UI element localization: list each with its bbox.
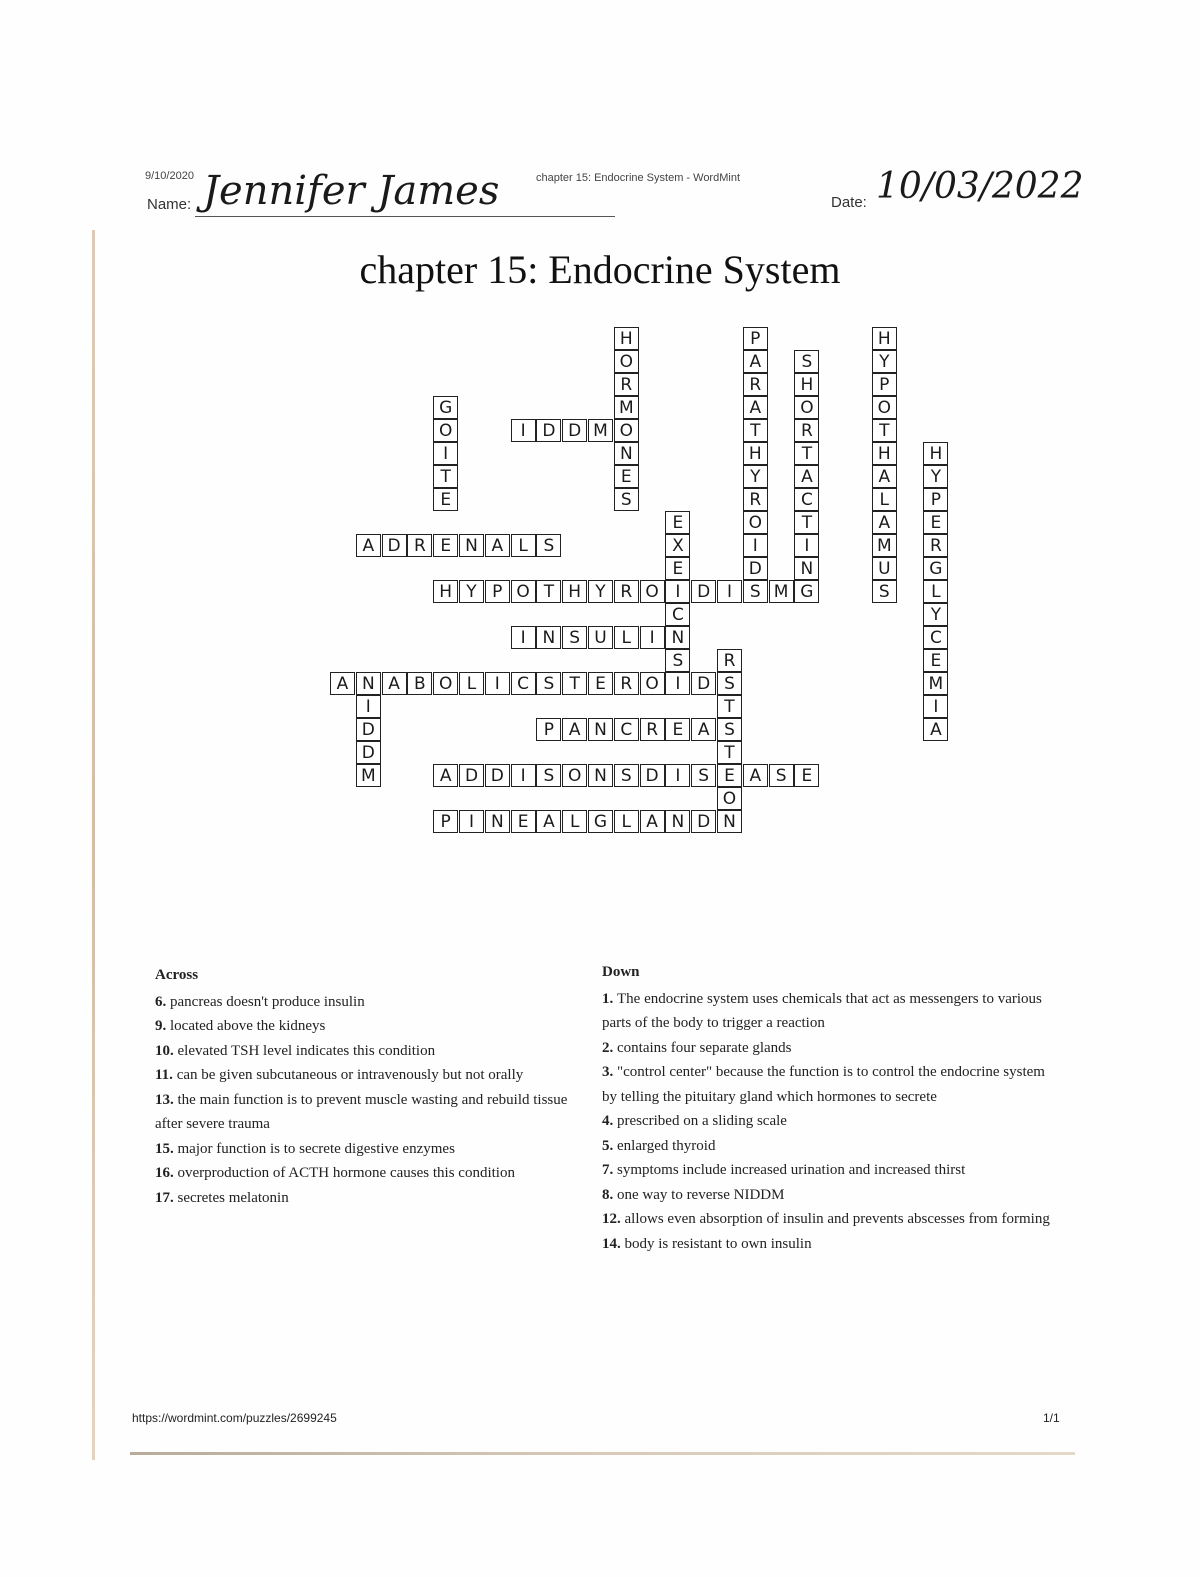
grid-cell: T <box>794 442 819 465</box>
grid-cell: M <box>588 419 613 442</box>
footer-url: https://wordmint.com/puzzles/2699245 <box>132 1411 337 1425</box>
down-clue <box>602 1134 1060 1159</box>
grid-cell: S <box>743 580 768 603</box>
grid-cell: E <box>923 649 948 672</box>
grid-cell: S <box>536 534 561 557</box>
grid-cell: U <box>872 557 897 580</box>
grid-cell: S <box>536 672 561 695</box>
clue-text: pancreas doesn't produce insulin <box>170 993 365 1010</box>
clue-number: 12. <box>602 1211 625 1227</box>
grid-cell: M <box>872 534 897 557</box>
grid-cell: O <box>717 787 742 810</box>
grid-cell: L <box>511 534 536 557</box>
grid-cell: N <box>717 810 742 833</box>
clue-number: 1. <box>602 990 617 1007</box>
clue-text: body is resistant to own insulin <box>624 1235 812 1252</box>
grid-cell: I <box>433 442 458 465</box>
grid-cell: E <box>923 511 948 534</box>
grid-cell: N <box>588 718 613 741</box>
grid-cell: O <box>614 419 639 442</box>
grid-cell: R <box>614 672 639 695</box>
grid-cell: A <box>382 672 407 695</box>
grid-cell: C <box>794 488 819 511</box>
clue-number: 7. <box>602 1162 617 1178</box>
grid-cell: N <box>485 810 510 833</box>
grid-cell: T <box>717 741 742 764</box>
grid-cell: H <box>872 327 897 350</box>
grid-cell: I <box>640 626 665 649</box>
clue-number: 15. <box>155 1140 178 1157</box>
grid-cell: D <box>356 718 381 741</box>
grid-cell: P <box>743 327 768 350</box>
across-clue <box>155 1161 595 1186</box>
down-clue <box>602 1158 1060 1183</box>
across-clue <box>155 990 595 1015</box>
grid-cell: I <box>459 810 484 833</box>
grid-cell: C <box>511 672 536 695</box>
grid-cell: G <box>588 810 613 833</box>
grid-cell: I <box>794 534 819 557</box>
grid-cell: A <box>356 534 381 557</box>
grid-cell: N <box>614 442 639 465</box>
grid-cell: L <box>872 488 897 511</box>
grid-cell: M <box>614 396 639 419</box>
down-clue <box>602 1207 1060 1232</box>
grid-cell: Y <box>743 465 768 488</box>
grid-cell: O <box>743 511 768 534</box>
print-date: 9/10/2020 <box>145 170 194 182</box>
date-value: 10/03/2022 <box>876 166 1084 207</box>
grid-cell: A <box>872 465 897 488</box>
grid-cell: T <box>433 465 458 488</box>
down-clue <box>602 1183 1060 1208</box>
grid-cell: S <box>769 764 794 787</box>
grid-cell: R <box>614 373 639 396</box>
clue-text: The endocrine system uses chemicals that act as messengers to various parts of the body to trigger a reaction <box>602 990 1042 1031</box>
grid-cell: M <box>356 764 381 787</box>
grid-cell: A <box>872 511 897 534</box>
grid-cell: O <box>640 672 665 695</box>
grid-cell: A <box>330 672 355 695</box>
source-label: chapter 15: Endocrine System - WordMint <box>536 172 740 184</box>
grid-cell: T <box>562 672 587 695</box>
grid-cell: O <box>614 350 639 373</box>
grid-cell: O <box>511 580 536 603</box>
grid-cell: S <box>665 649 690 672</box>
grid-cell: E <box>717 764 742 787</box>
across-clue <box>155 1088 595 1137</box>
grid-cell: N <box>665 626 690 649</box>
grid-cell: R <box>407 534 432 557</box>
grid-cell: D <box>382 534 407 557</box>
grid-cell: A <box>691 718 716 741</box>
grid-cell: H <box>923 442 948 465</box>
name-value: Jennifer James <box>203 168 500 214</box>
down-clues <box>602 960 1060 1256</box>
grid-cell: E <box>794 764 819 787</box>
clue-text: allows even absorption of insulin and prevents abscesses from forming <box>624 1211 1050 1227</box>
clue-number: 16. <box>155 1165 178 1181</box>
clue-text: can be given subcutaneous or intravenously but not orally <box>176 1067 524 1083</box>
grid-cell: T <box>794 511 819 534</box>
grid-cell: E <box>665 718 690 741</box>
across-heading: Across <box>155 967 199 983</box>
grid-cell: Y <box>588 580 613 603</box>
grid-cell: R <box>743 488 768 511</box>
clue-number: 5. <box>602 1137 617 1154</box>
grid-cell: I <box>356 695 381 718</box>
grid-cell: I <box>923 695 948 718</box>
grid-cell: Y <box>872 350 897 373</box>
grid-cell: A <box>743 350 768 373</box>
grid-cell: D <box>743 557 768 580</box>
clue-text: overproduction of ACTH hormone causes this condition <box>177 1165 515 1181</box>
grid-cell: R <box>640 718 665 741</box>
grid-cell: D <box>562 419 587 442</box>
grid-cell: S <box>794 350 819 373</box>
across-clue <box>155 1014 595 1039</box>
grid-cell: S <box>872 580 897 603</box>
grid-cell: O <box>640 580 665 603</box>
grid-cell: S <box>614 764 639 787</box>
grid-cell: R <box>614 580 639 603</box>
down-clue <box>602 1060 1060 1109</box>
grid-cell: M <box>923 672 948 695</box>
grid-cell: I <box>511 626 536 649</box>
grid-cell: A <box>640 810 665 833</box>
clue-text: one way to reverse NIDDM <box>617 1186 785 1203</box>
grid-cell: E <box>614 465 639 488</box>
grid-cell: C <box>665 603 690 626</box>
grid-cell: A <box>743 396 768 419</box>
grid-cell: C <box>923 626 948 649</box>
grid-cell: Y <box>459 580 484 603</box>
across-clue <box>155 1186 595 1211</box>
grid-cell: T <box>743 419 768 442</box>
across-list <box>155 990 595 1211</box>
grid-cell: D <box>640 764 665 787</box>
date-label: Date: <box>831 194 867 211</box>
clue-number: 10. <box>155 1042 178 1059</box>
grid-cell: S <box>614 488 639 511</box>
page-title: chapter 15: Endocrine System <box>359 247 841 292</box>
clue-number: 17. <box>155 1189 178 1206</box>
grid-cell: L <box>614 626 639 649</box>
clue-number: 8. <box>602 1186 617 1203</box>
grid-cell: A <box>794 465 819 488</box>
grid-cell: S <box>562 626 587 649</box>
grid-cell: H <box>872 442 897 465</box>
down-clue <box>602 987 1060 1036</box>
clue-text: prescribed on a sliding scale <box>617 1113 787 1129</box>
clue-text: contains four separate glands <box>617 1039 792 1056</box>
grid-cell: D <box>691 672 716 695</box>
grid-cell: N <box>536 626 561 649</box>
across-clue <box>155 1137 595 1162</box>
clue-number: 13. <box>155 1091 178 1108</box>
grid-cell: P <box>433 810 458 833</box>
grid-cell: N <box>588 764 613 787</box>
grid-cell: T <box>717 695 742 718</box>
across-clue <box>155 1039 595 1064</box>
grid-cell: I <box>485 672 510 695</box>
clue-text: symptoms include increased urination and increased thirst <box>617 1162 966 1178</box>
clue-text: "control center" because the function is to control the endocrine system by telling the pituitary gland which hormones to secrete <box>602 1064 1045 1105</box>
grid-cell: D <box>691 580 716 603</box>
clue-number: 11. <box>155 1067 177 1083</box>
across-clues <box>155 963 595 1210</box>
grid-cell: E <box>433 534 458 557</box>
grid-cell: I <box>743 534 768 557</box>
clue-number: 14. <box>602 1235 625 1252</box>
grid-cell: L <box>923 580 948 603</box>
grid-cell: A <box>923 718 948 741</box>
grid-cell: C <box>614 718 639 741</box>
down-clue <box>602 1232 1060 1257</box>
grid-cell: E <box>433 488 458 511</box>
grid-cell: S <box>536 764 561 787</box>
clue-text: enlarged thyroid <box>617 1137 716 1154</box>
grid-cell: R <box>743 373 768 396</box>
grid-cell: M <box>769 580 794 603</box>
grid-cell: A <box>743 764 768 787</box>
down-list <box>602 987 1060 1257</box>
grid-cell: I <box>511 764 536 787</box>
grid-cell: R <box>717 649 742 672</box>
grid-cell: N <box>794 557 819 580</box>
clue-number: 4. <box>602 1113 617 1129</box>
grid-cell: N <box>665 810 690 833</box>
grid-cell: S <box>717 672 742 695</box>
grid-cell: D <box>459 764 484 787</box>
down-heading: Down <box>602 964 640 980</box>
grid-cell: H <box>794 373 819 396</box>
grid-cell: P <box>485 580 510 603</box>
grid-cell: L <box>614 810 639 833</box>
grid-cell: E <box>665 511 690 534</box>
grid-cell: Y <box>923 465 948 488</box>
grid-cell: G <box>433 396 458 419</box>
grid-cell: I <box>665 580 690 603</box>
grid-cell: G <box>923 557 948 580</box>
grid-cell: P <box>872 373 897 396</box>
grid-cell: G <box>794 580 819 603</box>
clue-text: located above the kidneys <box>170 1018 326 1034</box>
grid-cell: D <box>691 810 716 833</box>
grid-cell: H <box>743 442 768 465</box>
grid-cell: T <box>872 419 897 442</box>
grid-cell: R <box>923 534 948 557</box>
grid-cell: D <box>356 741 381 764</box>
grid-cell: T <box>536 580 561 603</box>
grid-cell: H <box>562 580 587 603</box>
grid-cell: A <box>536 810 561 833</box>
across-clue <box>155 1063 595 1088</box>
grid-cell: N <box>356 672 381 695</box>
grid-cell: O <box>794 396 819 419</box>
grid-cell: N <box>459 534 484 557</box>
clue-number: 2. <box>602 1039 617 1056</box>
grid-cell: D <box>485 764 510 787</box>
grid-cell: U <box>588 626 613 649</box>
grid-cell: Y <box>923 603 948 626</box>
grid-cell: L <box>562 810 587 833</box>
clue-text: major function is to secrete digestive enzymes <box>177 1140 455 1157</box>
name-label: Name: <box>147 196 192 213</box>
grid-cell: X <box>665 534 690 557</box>
down-clue <box>602 1109 1060 1134</box>
grid-cell: O <box>433 419 458 442</box>
grid-cell: O <box>872 396 897 419</box>
grid-cell: D <box>536 419 561 442</box>
grid-cell: H <box>433 580 458 603</box>
grid-cell: E <box>588 672 613 695</box>
grid-cell: I <box>665 672 690 695</box>
grid-cell: O <box>433 672 458 695</box>
grid-cell: S <box>717 718 742 741</box>
grid-cell: O <box>562 764 587 787</box>
grid-cell: P <box>536 718 561 741</box>
grid-cell: I <box>665 764 690 787</box>
clue-number: 3. <box>602 1064 617 1080</box>
grid-cell: P <box>923 488 948 511</box>
grid-cell: H <box>614 327 639 350</box>
grid-cell: L <box>459 672 484 695</box>
grid-cell: S <box>691 764 716 787</box>
grid-cell: B <box>407 672 432 695</box>
footer-page: 1/1 <box>1043 1411 1060 1425</box>
grid-cell: A <box>485 534 510 557</box>
grid-cell: I <box>717 580 742 603</box>
clue-number: 9. <box>155 1018 170 1034</box>
grid-cell: R <box>794 419 819 442</box>
grid-cell: A <box>562 718 587 741</box>
clue-text: the main function is to prevent muscle wasting and rebuild tissue after severe trauma <box>155 1091 568 1132</box>
clue-number: 6. <box>155 993 170 1010</box>
clue-text: secretes melatonin <box>177 1189 289 1206</box>
grid-cell: E <box>665 557 690 580</box>
grid-cell: A <box>433 764 458 787</box>
grid-cell: I <box>511 419 536 442</box>
clue-text: elevated TSH level indicates this condition <box>177 1042 436 1059</box>
down-clue <box>602 1036 1060 1061</box>
grid-cell: E <box>511 810 536 833</box>
